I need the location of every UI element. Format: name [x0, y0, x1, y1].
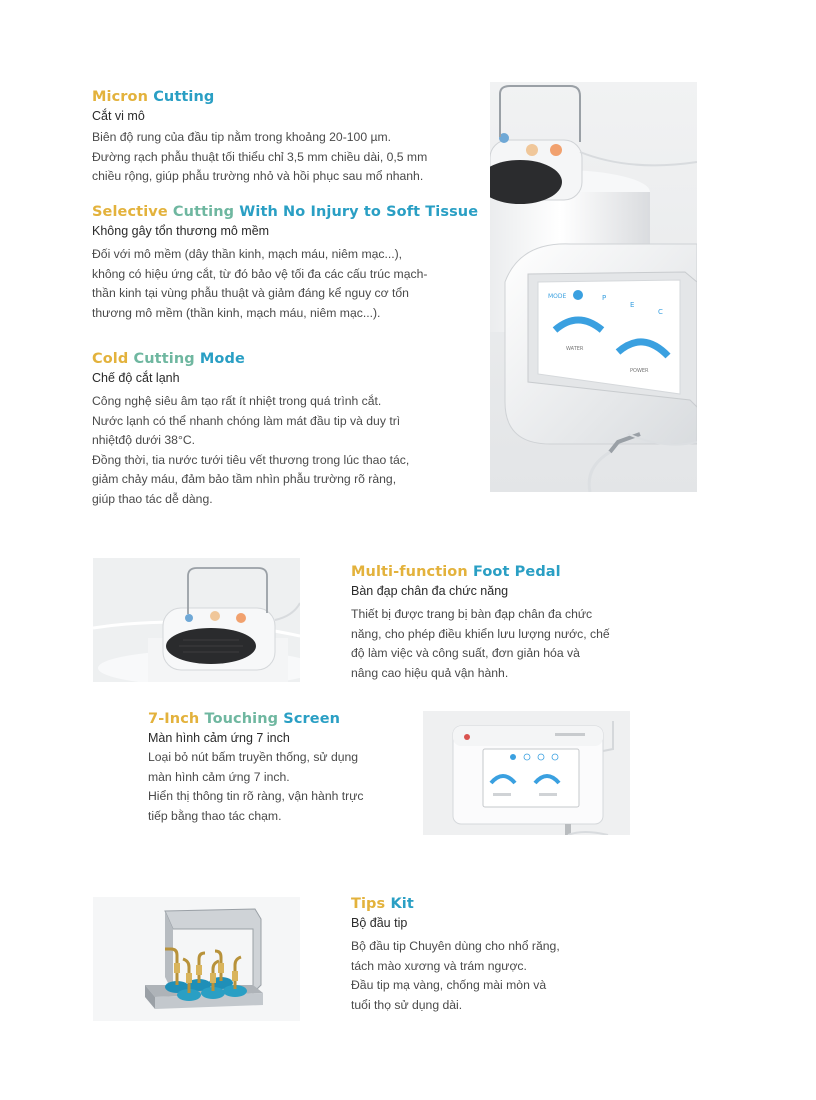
screen-water-label: WATER: [566, 346, 584, 352]
section-title: [351, 895, 651, 913]
section-body: [92, 392, 487, 509]
body-line: Thiết bị được trang bị bàn đạp chân đa chức: [351, 607, 593, 621]
section-title: [148, 710, 418, 728]
body-line: Đối với mô mềm (dây thần kinh, mạch máu, niêm mạc...),: [92, 247, 403, 261]
body-line: chiều rộng, giúp phẫu trường nhỏ và hồi phục sau mổ nhanh.: [92, 169, 424, 183]
body-line: tách mào xương và trám ngược.: [351, 958, 527, 973]
body-line: Loại bỏ nút bấm truyền thống, sử dụng: [148, 750, 359, 764]
section-tips-kit: [351, 895, 651, 1015]
section-title: [92, 88, 482, 106]
body-line: tuổi thọ sử dụng dài.: [351, 997, 463, 1012]
section-touch-screen: [148, 710, 418, 826]
tips-kit-photo: [93, 897, 300, 1021]
body-line: Đường rạch phẫu thuật tối thiểu chỉ 3,5 mm chiều dài, 0,5 mm: [92, 149, 428, 164]
title-word-2: Foot Pedal: [472, 564, 561, 580]
body-line: Biên độ rung của đầu tip nằm trong khoảng 20-100 µm.: [92, 130, 392, 144]
title-word-2: Cutting: [172, 204, 235, 220]
body-line: Công nghệ siêu âm tạo rất ít nhiệt trong quá trình cắt.: [92, 394, 382, 408]
device-photo: [490, 82, 697, 492]
section-title: [351, 563, 671, 581]
title-word-1: Micron: [92, 89, 149, 105]
title-word-2: Cutting: [133, 351, 195, 367]
body-line: giúp thao tác dễ dàng.: [92, 491, 213, 506]
section-subtitle: Màn hình cảm ứng 7 inch: [148, 731, 290, 745]
section-body: [92, 128, 482, 187]
body-line: Bộ đầu tip Chuyên dùng cho nhổ răng,: [351, 939, 560, 953]
body-line: độ làm việc và công suất, đơn giản hóa và: [351, 646, 580, 660]
screen-power-label: POWER: [630, 368, 649, 374]
title-word-3: With No Injury to Soft Tissue: [239, 204, 479, 220]
section-foot-pedal: [351, 563, 671, 683]
body-line: năng, cho phép điều khiển lưu lượng nước, chế: [351, 626, 610, 641]
title-word-3: Mode: [199, 351, 245, 367]
section-body: [351, 605, 671, 683]
section-body: [148, 748, 418, 826]
touch-screen-photo: [423, 711, 630, 835]
touch-screen-illustration: [423, 711, 630, 835]
screen-mode-e: E: [630, 301, 635, 309]
screen-mode-c: C: [658, 308, 663, 316]
section-subtitle: Bộ đầu tip: [351, 916, 408, 930]
tips-kit-illustration: [93, 897, 300, 1021]
screen-mode-p: P: [602, 294, 607, 302]
section-subtitle: Chế độ cắt lạnh: [92, 371, 180, 385]
screen-mode-label: MODE: [548, 293, 567, 300]
section-cold-cutting-mode: [92, 350, 487, 509]
body-line: tiếp bằng thao tác chạm.: [148, 808, 282, 823]
title-word-2: Kit: [390, 896, 414, 912]
body-line: Đồng thời, tia nước tưới tiêu vết thương trong lúc thao tác,: [92, 452, 410, 467]
title-word-1: Multi-function: [351, 564, 468, 580]
section-body: [351, 937, 651, 1015]
body-line: không có hiệu ứng cắt, từ đó bảo vệ tối đa các cấu trúc mạch-: [92, 266, 428, 281]
body-line: thương mô mềm (thần kinh, mạch máu, niêm mạc...).: [92, 305, 381, 320]
title-word-1: 7-Inch: [148, 711, 200, 727]
section-subtitle: Bàn đạp chân đa chức năng: [351, 584, 509, 598]
title-word-2: Touching: [204, 711, 279, 727]
foot-pedal-illustration: [93, 558, 300, 682]
body-line: nhiệtđộ dưới 38°C.: [92, 433, 196, 447]
body-line: Nước lạnh có thể nhanh chóng làm mát đầu tip và duy trì: [92, 413, 401, 428]
section-body: [92, 245, 487, 323]
body-line: nâng cao hiệu quả vận hành.: [351, 665, 509, 680]
device-illustration: [490, 82, 697, 492]
body-line: giảm chảy máu, đảm bảo tầm nhìn phẫu trường rõ ràng,: [92, 472, 397, 486]
section-title: [92, 350, 487, 368]
body-line: màn hình cảm ứng 7 inch.: [148, 769, 290, 784]
title-word-1: Cold: [92, 351, 129, 367]
title-word-1: Tips: [351, 896, 386, 912]
body-line: Đầu tip mạ vàng, chống mài mòn và: [351, 978, 547, 992]
section-title: [92, 203, 487, 221]
body-line: Hiển thị thông tin rõ ràng, vận hành trực: [148, 789, 364, 803]
title-word-3: Screen: [283, 711, 341, 727]
foot-pedal-photo: [93, 558, 300, 682]
title-word-1: Selective: [92, 204, 168, 220]
section-selective-cutting: [92, 203, 487, 323]
section-subtitle: Không gây tổn thương mô mềm: [92, 224, 270, 238]
body-line: thần kinh tại vùng phẫu thuật và giảm đáng kể nguy cơ tổn: [92, 286, 409, 300]
section-micron-cutting: [92, 88, 482, 187]
section-subtitle: Cắt vi mô: [92, 109, 145, 123]
title-word-2: Cutting: [153, 89, 215, 105]
